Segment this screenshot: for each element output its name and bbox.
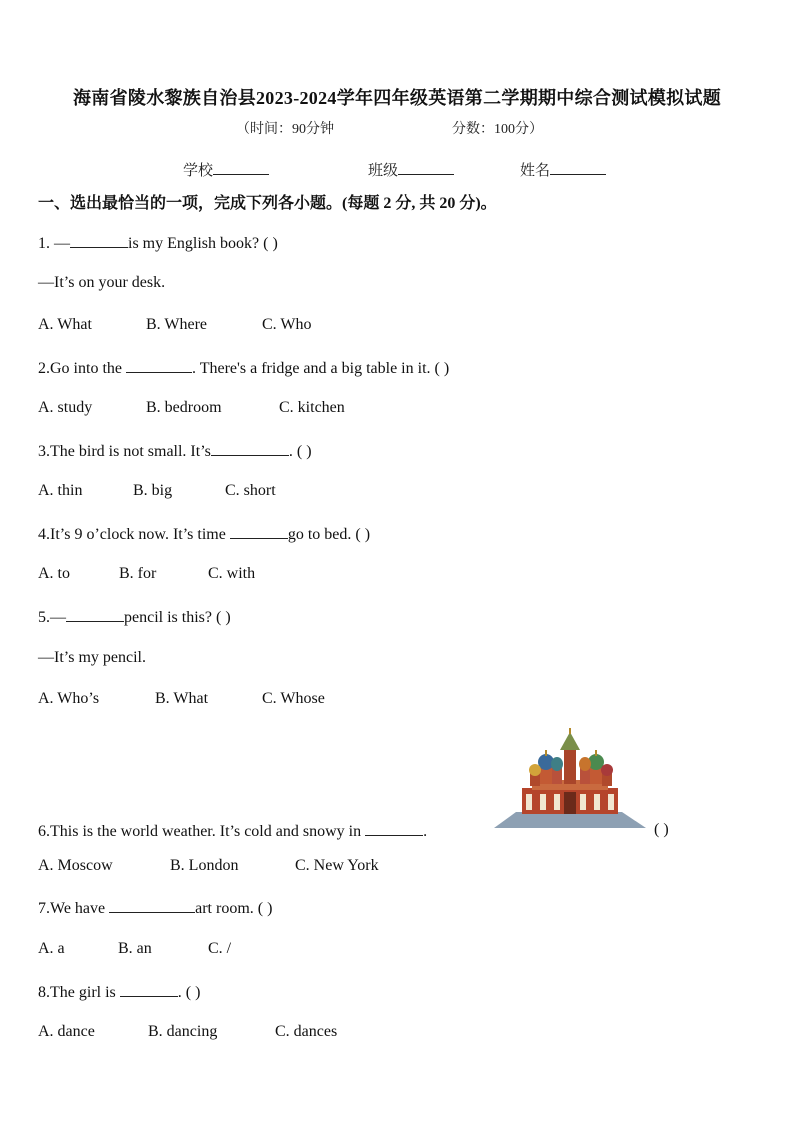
option-3c[interactable]: C. short [225,482,276,499]
question-7-options [0,940,794,962]
school-field[interactable] [183,159,269,180]
option-8b[interactable]: B. dancing [148,1023,218,1040]
question-1-blank[interactable] [70,233,128,248]
school-blank[interactable] [213,160,269,175]
question-8-blank[interactable] [120,982,178,997]
name-field[interactable] [520,159,606,180]
question-7-post: art room. ( ) [195,900,273,917]
exam-time: （时间：90分钟 [236,122,334,137]
option-3b[interactable]: B. big [133,482,173,499]
question-5-blank[interactable] [66,607,124,622]
name-blank[interactable] [550,160,606,175]
name-label: 姓名 [520,163,551,179]
option-3a[interactable]: A. thin [38,482,83,499]
question-2-options [0,399,794,421]
option-1b[interactable]: B. Where [146,316,208,333]
question-1-options [0,316,794,338]
option-7b[interactable]: B. an [118,940,152,957]
question-3 [38,441,312,461]
option-5b[interactable]: B. What [155,690,209,707]
question-4 [38,524,370,544]
question-6-pre: 6.This is the world weather. It’s cold and snowy in [38,823,362,840]
option-7c[interactable]: C. / [208,940,232,957]
question-6-post: . [423,823,428,840]
question-5-pre: 5.— [38,609,66,626]
question-3-blank[interactable] [211,441,289,456]
question-5-post: pencil is this? ( ) [124,609,231,626]
section-heading: 一、选出最恰当的一项，完成下列各小题。(每题 2 分, 共 20 分)。 [38,195,497,212]
class-blank[interactable] [398,160,454,175]
option-1a[interactable]: A. What [38,316,92,333]
option-6b[interactable]: B. London [170,857,239,874]
option-8c[interactable]: C. dances [275,1023,338,1040]
question-5-options [0,690,794,712]
question-6-blank[interactable] [365,821,423,836]
question-1-answer: —It’s on your desk. [38,274,166,291]
option-2a[interactable]: A. study [38,399,93,416]
option-5c[interactable]: C. Whose [262,690,325,707]
question-3-options [0,482,794,504]
option-1c[interactable]: C. Who [262,316,312,333]
class-field[interactable] [368,159,454,180]
option-7a[interactable]: A. a [38,940,65,957]
school-label: 学校 [183,163,214,179]
cathedral-image [494,728,646,830]
question-3-pre: 3.The bird is not small. It’s [38,443,211,460]
question-1-pre: 1. — [38,235,70,252]
option-5a[interactable]: A. Who’s [38,690,100,707]
question-2-pre: 2.Go into the [38,360,122,377]
question-8-pre: 8.The girl is [38,984,116,1001]
question-2-post: . There's a fridge and a big table in it. ( ) [192,360,450,377]
question-2-blank[interactable] [126,358,192,373]
question-7 [38,898,272,918]
question-4-post: go to bed. ( ) [287,526,371,543]
question-4-options [0,565,794,587]
class-label: 班级 [368,163,399,179]
option-2c[interactable]: C. kitchen [279,399,345,416]
page-title: 海南省陵水黎族自治县2023-2024学年四年级英语第二学期期中综合测试模拟试题 [73,88,721,108]
question-6-options [0,857,794,879]
option-6a[interactable]: A. Moscow [38,857,113,874]
question-4-pre: 4.It’s 9 o’clock now. It’s time [38,526,226,543]
question-8-options [0,1023,794,1045]
question-2 [38,358,449,378]
question-5 [38,607,231,627]
option-4b[interactable]: B. for [119,565,157,582]
question-8-post: . ( ) [177,984,201,1001]
option-6c[interactable]: C. New York [295,857,379,874]
option-2b[interactable]: B. bedroom [146,399,222,416]
question-8 [38,982,200,1002]
option-4a[interactable]: A. to [38,565,70,582]
question-7-blank[interactable] [109,898,195,913]
exam-score: 分数：100分） [452,122,543,137]
question-4-blank[interactable] [230,524,288,539]
question-7-pre: 7.We have [38,900,106,917]
question-6-paren[interactable]: ( ) [654,821,669,838]
question-6 [38,821,427,841]
question-1 [38,233,278,253]
option-8a[interactable]: A. dance [38,1023,95,1040]
option-4c[interactable]: C. with [208,565,256,582]
question-3-post: . ( ) [288,443,312,460]
question-1-post: is my English book? ( ) [128,235,278,252]
question-5-answer: —It’s my pencil. [38,649,146,666]
